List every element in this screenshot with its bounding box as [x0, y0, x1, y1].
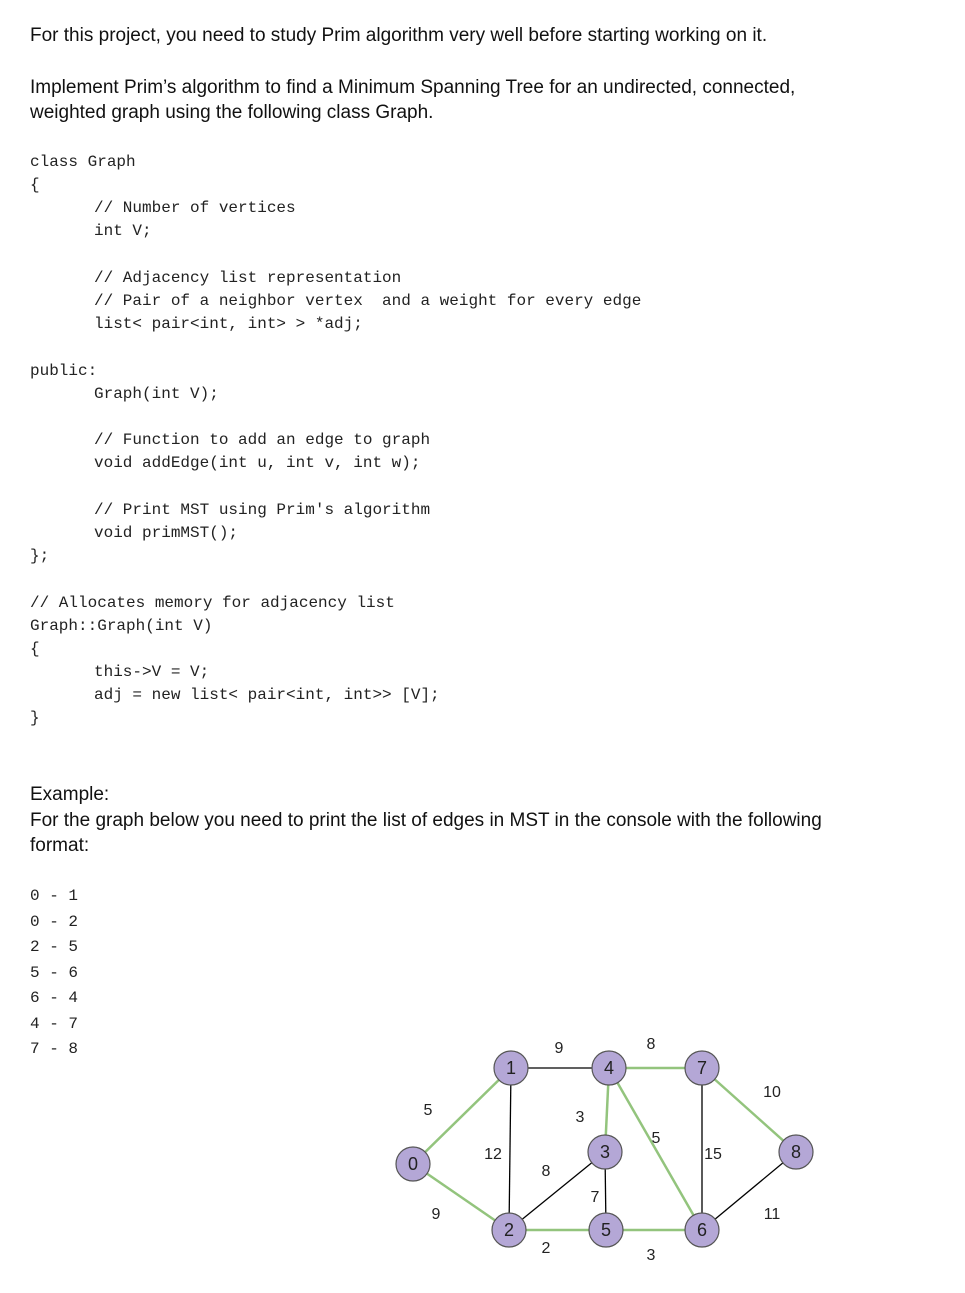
graph-node-label: 5	[600, 1219, 612, 1240]
graph-node-label: 0	[407, 1153, 419, 1174]
graph-edge-4-6	[609, 1068, 702, 1230]
mst-edge-line: 2 - 5	[30, 938, 79, 956]
graph-node-label: 2	[503, 1219, 515, 1240]
intro-line-2: Implement Prim’s algorithm to find a Minimum Spanning Tree for an undirected, connected,	[30, 77, 796, 98]
graph-edge-weight: 15	[704, 1146, 722, 1164]
code-comment-vertices: // Number of vertices	[94, 199, 296, 217]
graph-edge-weight: 8	[541, 1163, 551, 1181]
code-comment-prim: // Print MST using Prim's algorithm	[94, 501, 431, 519]
code-comment-addedge: // Function to add an edge to graph	[94, 431, 431, 449]
intro-line-1: For this project, you need to study Prim algorithm very well before starting working on it.	[30, 25, 768, 46]
code-ctor-def: Graph::Graph(int V)	[30, 617, 213, 635]
graph-edge-weight: 5	[651, 1130, 661, 1148]
mst-edge-line: 0 - 2	[30, 912, 79, 931]
graph-edge-6-8	[702, 1152, 796, 1230]
graph-node-label: 1	[505, 1057, 517, 1078]
mst-edge-line: 6 - 4	[30, 989, 79, 1007]
code-adj-decl: list< pair<int, int> > *adj;	[94, 315, 363, 333]
graph-edge-weight: 7	[590, 1189, 600, 1207]
graph-edge-7-8	[702, 1068, 796, 1152]
graph-edge-weight: 9	[554, 1040, 564, 1058]
graph-edge-weight: 10	[763, 1084, 781, 1102]
mst-edge-line: 4 - 7	[30, 1014, 79, 1033]
code-ctor-decl: Graph(int V);	[94, 385, 219, 403]
code-open-brace: {	[30, 176, 40, 194]
graph-edge-weight: 3	[575, 1109, 585, 1127]
graph-node-label: 6	[696, 1219, 708, 1240]
graph-edge-1-2	[509, 1068, 511, 1230]
code-prim-decl: void primMST();	[94, 524, 239, 542]
example-heading: Example:	[30, 784, 110, 805]
graph-edge-weight: 5	[423, 1102, 433, 1120]
mst-edge-line: 5 - 6	[30, 963, 79, 982]
code-int-v: int V;	[94, 222, 152, 240]
graph-node-label: 4	[603, 1057, 615, 1078]
code-public: public:	[30, 362, 98, 380]
graph-edge-weight: 12	[484, 1146, 502, 1164]
code-comment-pair: // Pair of a neighbor vertex and a weight for every edge	[94, 292, 642, 310]
example-line-1: For the graph below you need to print the list of edges in MST in the console with the following	[30, 810, 822, 831]
graph-node-label: 3	[599, 1141, 611, 1162]
code-assign-adj: adj = new list< pair<int, int>> [V];	[94, 686, 440, 704]
intro-line-3: weighted graph using the following class Graph.	[30, 102, 434, 123]
code-assign-v: this->V = V;	[94, 663, 210, 681]
code-addedge-decl: void addEdge(int u, int v, int w);	[94, 454, 421, 472]
mst-edge-line: 7 - 8	[30, 1040, 79, 1058]
graph-edge-weight: 2	[541, 1240, 551, 1258]
graph-edge-weight: 9	[431, 1206, 441, 1224]
graph-edge-weight: 11	[763, 1206, 781, 1224]
graph-edge-weight: 8	[646, 1036, 656, 1054]
code-comment-adj: // Adjacency list representation	[94, 269, 402, 287]
code-close-brace-2: }	[30, 709, 40, 727]
graph-edge-weight: 3	[646, 1247, 656, 1265]
graph-node-label: 7	[696, 1057, 708, 1078]
code-class-decl: class Graph	[30, 153, 136, 171]
code-comment-alloc: // Allocates memory for adjacency list	[30, 594, 395, 612]
code-open-brace-2: {	[30, 640, 40, 658]
graph-node-label: 8	[790, 1141, 802, 1162]
mst-edge-line: 0 - 1	[30, 887, 79, 905]
code-close-class: };	[30, 547, 50, 565]
example-line-2: format:	[30, 835, 90, 856]
